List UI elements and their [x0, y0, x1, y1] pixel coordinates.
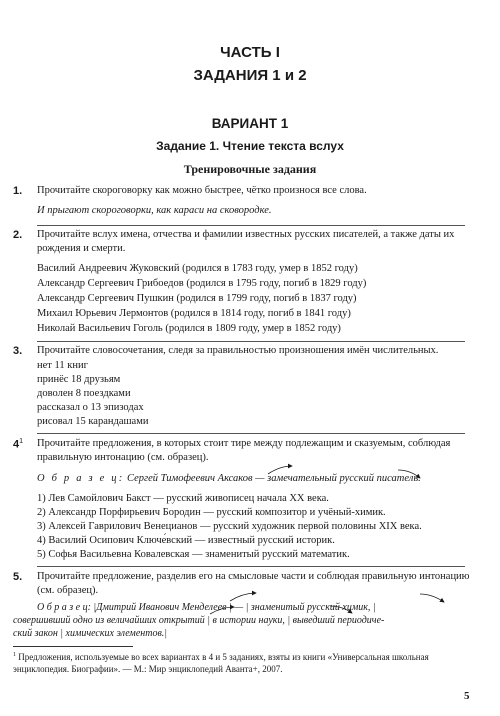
page-number: 5: [464, 690, 470, 702]
list-item: Василий Андреевич Жуковский (родился в 1783 году, умер в 1852 году): [37, 263, 358, 274]
divider: [37, 433, 465, 434]
list-item: 2) Александр Порфирьевич Бородин — русский композитор и учёный-химик.: [37, 507, 386, 518]
exercise-5-sample-line-2: совершивший одно из величайших открытий | в истории науки, | выведший периодиче-: [13, 615, 385, 626]
exercise-1-number: 1.: [13, 185, 23, 197]
list-item: Николай Васильевич Гоголь (родился в 1809 году, умер в 1852 году): [37, 323, 341, 334]
exercise-5-number: 5.: [13, 571, 23, 583]
exercise-3-number: 3.: [13, 345, 23, 357]
list-item: 3) Алексей Гаврилович Венецианов — русский художник первой половины XIX века.: [37, 521, 422, 532]
sample-text: Сергей Тимофеевич Аксаков — замечательный русский писатель.: [127, 473, 421, 484]
exercise-4-num: 4: [13, 438, 20, 451]
exercise-1-tongue-twister: И прыгают скороговорки, как караси на сковородке.: [37, 205, 272, 216]
list-item: Михаил Юрьевич Лермонтов (родился в 1814 году, погиб в 1841 году): [37, 308, 351, 319]
list-item: принёс 18 друзьям: [37, 374, 121, 385]
task-title: Задание 1. Чтение текста вслух: [156, 139, 344, 153]
exercise-3-instruction: Прочитайте словосочетания, следя за правильностью произношения имён числительных.: [37, 345, 439, 356]
exercise-2-number: 2.: [13, 229, 23, 241]
footnote-ref: 1: [19, 438, 24, 445]
exercise-5-instruction: Прочитайте предложение, разделив его на смысловые части и соблюдая правильную интонацию (см. образец).: [37, 571, 470, 596]
exercise-1-instruction: Прочитайте скороговорку как можно быстрее, чётко произнося все слова.: [37, 185, 367, 196]
list-item: Александр Сергеевич Пушкин (родился в 1799 году, погиб в 1837 году): [37, 293, 357, 304]
list-item: рисовал 15 карандашами: [37, 416, 149, 427]
sample-label: О б р а з е ц:: [37, 473, 125, 484]
list-item: рассказал о 13 эпизодах: [37, 402, 144, 413]
exercise-4-sample: [37, 472, 421, 486]
divider: [37, 225, 465, 226]
variant-heading: ВАРИАНТ 1: [211, 116, 289, 131]
list-item: 5) Софья Васильевна Ковалевская — знаменитый русский математик.: [37, 549, 350, 560]
footnote-rule: [13, 646, 133, 647]
footnote-mark: 1: [13, 652, 16, 658]
exercise-5-sample-line-3: ский закон | химических элементов.|: [13, 628, 168, 639]
divider: [37, 341, 465, 342]
exercise-2-instruction: Прочитайте вслух имена, отчества и фамилии известных русских писателей, а также даты их рождения и смерти.: [37, 229, 455, 254]
divider: [37, 566, 465, 567]
list-item: нет 11 книг: [37, 360, 88, 371]
tasks-heading: ЗАДАНИЯ 1 и 2: [193, 67, 307, 84]
part-heading: ЧАСТЬ I: [220, 44, 280, 61]
list-item: 4) Василий Осипович Ключе́вский — известный русский историк.: [37, 535, 335, 546]
training-heading: Тренировочные задания: [183, 162, 317, 176]
list-item: Александр Сергеевич Грибоедов (родился в 1795 году, погиб в 1829 году): [37, 278, 367, 289]
exercise-5-sample-line-1: О б р а з е ц: |Дмитрий Иванович Менделеев | — | знаменитый русский химик, |: [37, 602, 376, 613]
list-item: доволен 8 поездками: [37, 388, 131, 399]
list-item: 1) Лев Самойлович Бакст — русский живописец начала XX века.: [37, 493, 329, 504]
footnote: [13, 649, 475, 675]
exercise-4-instruction: Прочитайте предложения, в которых стоит тире между подлежащим и сказуемым, соблюдая правильную интонацию (см. образец).: [37, 438, 451, 463]
exercise-4-number: [13, 438, 23, 451]
footnote-text: Предложения, используемые во всех вариантах в 4 и 5 заданиях, взяты из книги «Универсальная школьная энциклопедия. Биографии». — М.: Мир энциклопедий Аванта+, 2007.: [13, 652, 429, 674]
